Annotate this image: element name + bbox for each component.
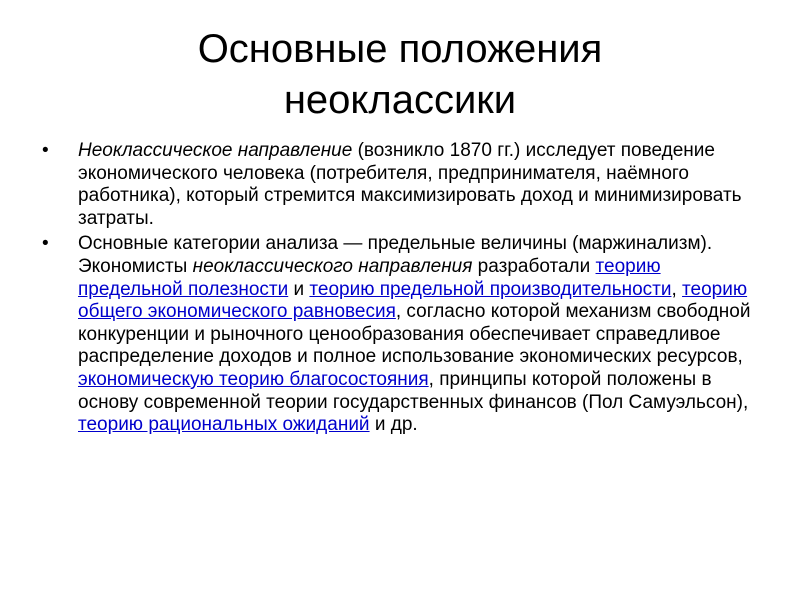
link-marginal-utility-theory[interactable]: теорию предельной полезности [78,255,661,300]
bullet-marker: • [42,233,49,255]
bullet-2-text-7: и др. [369,414,418,436]
bullet-list [42,140,754,440]
term-neoclassical-direction: Неоклассическое направление [78,140,353,161]
bullet-2-text-3: и [288,278,310,300]
bullet-1-text: (возникло 1870 гг.) исследует поведение экономического человека (потребителя, предпринимателя, наёмного работника), который стремится максимизировать доход и минимизировать затраты. [78,140,742,229]
bullet-2-text-5: , согласно которой механизм свободной конкуренции и рыночного ценообразования обеспечивает справедливое распределение доходов и полное использование экономических ресурсов, [78,301,751,368]
link-general-equilibrium-theory[interactable]: теорию общего экономического равновесия [78,278,748,323]
bullet-2-text-4: , [671,278,683,300]
bullet-2-text-2: разработали [472,255,596,277]
link-marginal-productivity-theory[interactable]: теорию предельной производительности [309,278,672,300]
bullet-item-analysis-categories [42,233,754,436]
bullet-2-text-6: , принципы которой положены в основу современной теории государственных финансов (Пол Самуэльсон), [78,368,749,413]
title-line-2: неоклассики [283,78,517,122]
bullet-marker: • [42,140,49,161]
bullet-item-neoclassical-direction [42,140,754,230]
title-line-1: Основные положения [197,27,603,71]
term-neoclassical-direction-2: неоклассического направления [192,255,473,277]
link-welfare-economics[interactable]: экономическую теорию благосостояния [78,368,429,390]
link-rational-expectations-theory[interactable]: теорию рациональных ожиданий [78,414,370,436]
bullet-2-text-1: Основные категории анализа — предельные величины (маржинализм). Экономисты [78,233,713,277]
slide-title [40,24,760,126]
